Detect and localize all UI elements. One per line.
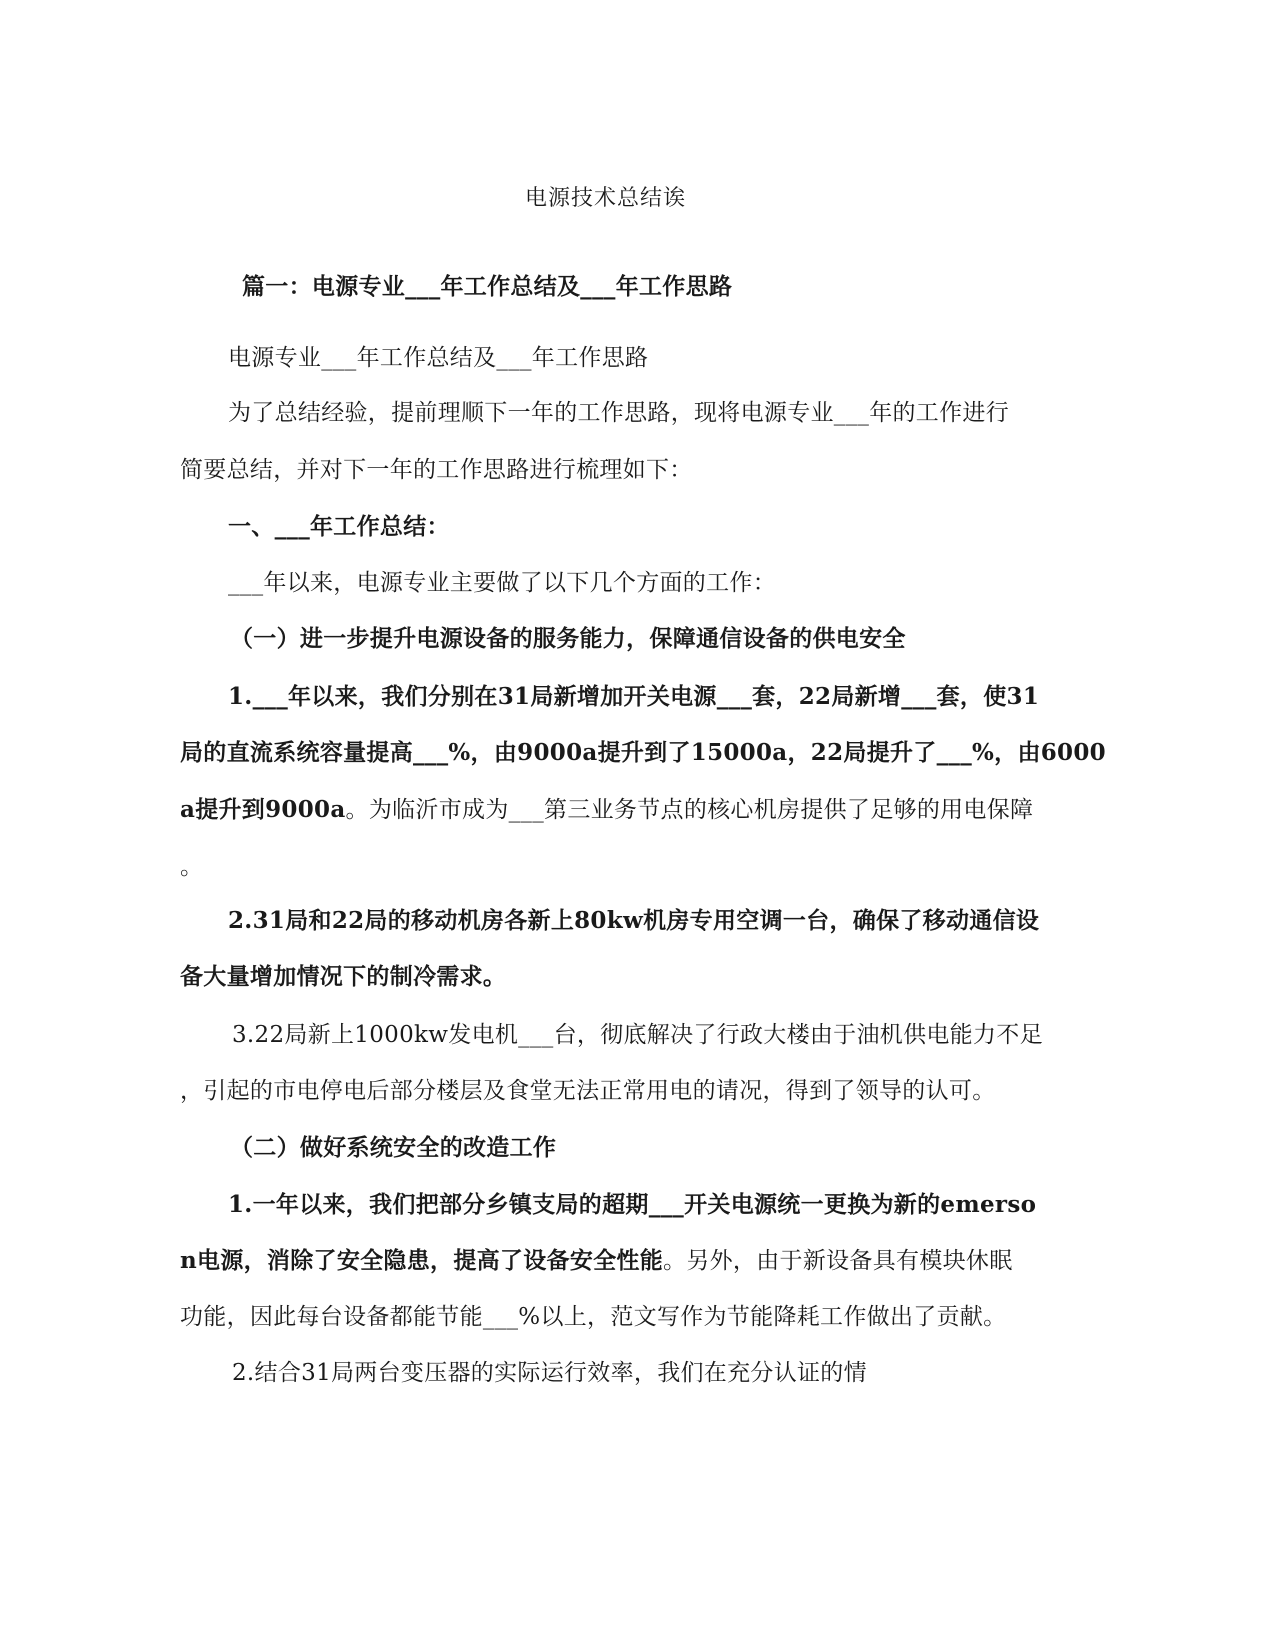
subtitle: 电源专业___年工作总结及___年工作思路 [228,345,649,371]
chapter-heading: 篇一：电源专业___年工作总结及___年工作思路 [242,273,733,300]
part1-item1-line1: 1.___年以来，我们分别在31局新增加开关电源___套，22局新增___套，使31 [228,683,1040,710]
part1-item1-line3-rest: 。为临沂市成为___第三业务节点的核心机房提供了足够的用电保障 [345,797,1034,823]
part2-item2-line1: 2.结合31局两台变压器的实际运行效率，我们在充分认证的情 [232,1360,867,1386]
section1-heading: 一、___年工作总结： [228,513,450,540]
part1-item1-line4: 。 [180,854,204,880]
part2-item1-line2-rest: 。另外，由于新设备具有模块休眠 [663,1248,1013,1274]
section1-lead: ___年以来，电源专业主要做了以下几个方面的工作： [228,570,776,596]
part1-item1-line3-bold: a提升到9000a [180,796,346,823]
part2-heading: （二）做好系统安全的改造工作 [230,1134,557,1161]
document-title: 电源技术总结诶 [525,186,687,211]
part1-item1-line2: 局的直流系统容量提高___%，由9000a提升到了15000a，22局提升了___%，由6000 [180,739,1106,766]
part2-item1-line2-bold: n电源，消除了安全隐患，提高了设备安全性能 [180,1247,664,1274]
part1-heading: （一）进一步提升电源设备的服务能力，保障通信设备的供电安全 [230,625,906,652]
part2-item1-line3: 功能，因此每台设备都能节能___%以上，范文写作为节能降耗工作做出了贡献。 [180,1304,1007,1330]
part2-item1-line1: 1.一年以来，我们把部分乡镇支局的超期___开关电源统一更换为新的emerso [228,1191,1037,1218]
part1-item3-line1: 3.22局新上1000kw发电机___台，彻底解决了行政大楼由于油机供电能力不足 [232,1022,1043,1048]
part1-item3-line2: ，引起的市电停电后部分楼层及食堂无法正常用电的请况，得到了领导的认可。 [180,1078,996,1104]
part1-item2-line1: 2.31局和22局的移动机房各新上80kw机房专用空调一台，确保了移动通信设 [228,907,1040,934]
intro-line-1: 为了总结经验，提前理顺下一年的工作思路，现将电源专业___年的工作进行 [228,400,1009,426]
part2-item1-line2 [180,1246,1013,1276]
intro-line-2: 简要总结，并对下一年的工作思路进行梳理如下： [180,457,693,483]
part1-item1-line3 [180,795,1033,825]
part1-item2-line2: 备大量增加情况下的制冷需求。 [180,963,507,990]
